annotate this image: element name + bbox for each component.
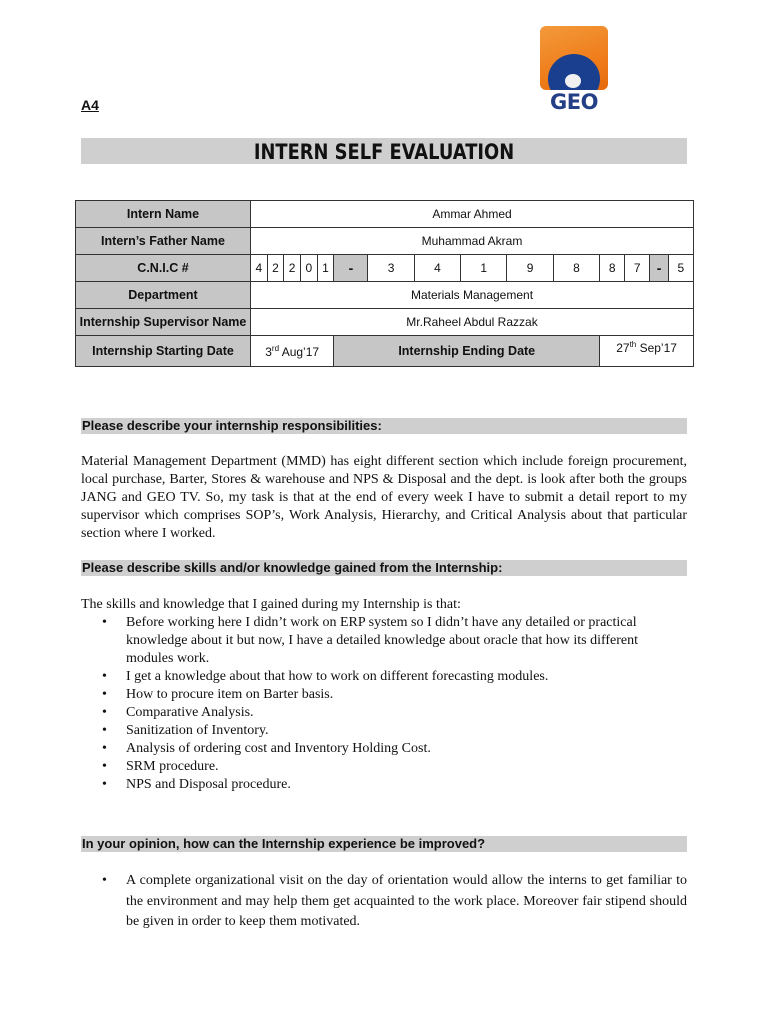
end-date-value	[600, 336, 694, 367]
cnic-digit: 1	[461, 255, 507, 282]
department-value: Materials Management	[251, 282, 694, 309]
table-row	[76, 228, 694, 255]
table-row	[76, 309, 694, 336]
list-item: • Sanitization of Inventory.	[81, 722, 687, 740]
table-row	[76, 255, 694, 282]
intern-name-value: Ammar Ahmed	[251, 201, 694, 228]
list-item: • I get a knowledge about that how to work on different forecasting modules.	[81, 668, 687, 686]
list-item: • SRM procedure.	[81, 758, 687, 776]
cnic-digit: 5	[668, 255, 693, 282]
list-item: • How to procure item on Barter basis.	[81, 686, 687, 704]
supervisor-value: Mr.Raheel Abdul Razzak	[251, 309, 694, 336]
improvement-list	[81, 871, 687, 933]
list-item: • Analysis of ordering cost and Inventory Holding Cost.	[81, 740, 687, 758]
page-title: INTERN SELF EVALUATION	[253, 140, 515, 164]
start-day: 3	[265, 344, 272, 359]
supervisor-label: Internship Supervisor Name	[76, 309, 251, 336]
start-month-year: Aug’17	[279, 344, 320, 359]
list-item: • NPS and Disposal procedure.	[81, 776, 687, 794]
skills-list	[81, 614, 687, 794]
cnic-digit: 3	[368, 255, 414, 282]
start-day-suffix: rd	[271, 343, 280, 353]
department-label: Department	[76, 282, 251, 309]
end-day: 27	[616, 341, 630, 355]
responsibilities-heading-bar	[81, 418, 687, 434]
list-item: • Before working here I didn’t work on ERP system so I didn’t have any detailed or practical knowledge about it but now, I have a detailed knowledge about oracle that how its different modules work.	[81, 614, 687, 668]
table-row	[76, 282, 694, 309]
logo-emblem	[540, 26, 608, 90]
cnic-label: C.N.I.C #	[76, 255, 251, 282]
cnic-dash: -	[650, 255, 668, 282]
page-label: A4	[81, 97, 99, 113]
responsibilities-heading: Please describe your internship responsibilities:	[82, 418, 382, 433]
title-bar	[81, 138, 687, 164]
cnic-digit: 2	[284, 255, 301, 282]
cnic-digit: 4	[414, 255, 460, 282]
skills-block	[81, 596, 687, 794]
father-name-label: Intern’s Father Name	[76, 228, 251, 255]
cnic-digit: 2	[267, 255, 284, 282]
cnic-digit: 1	[317, 255, 334, 282]
cnic-dash: -	[334, 255, 368, 282]
intern-name-label: Intern Name	[76, 201, 251, 228]
improvement-heading-bar	[81, 836, 687, 852]
improvement-block	[81, 871, 687, 933]
logo-wordmark: GEO	[550, 90, 598, 114]
end-month-year: Sep’17	[636, 341, 677, 355]
geo-logo	[540, 26, 608, 112]
start-date-value	[251, 336, 334, 367]
skills-heading-bar	[81, 560, 687, 576]
cnic-digit: 9	[507, 255, 553, 282]
end-date-label: Internship Ending Date	[334, 336, 600, 367]
cnic-digit: 0	[300, 255, 317, 282]
skills-intro: The skills and knowledge that I gained during my Internship is that:	[81, 597, 461, 612]
cnic-digit: 7	[625, 255, 650, 282]
intern-info-table	[75, 200, 694, 367]
table-row	[76, 336, 694, 367]
cnic-digit: 8	[600, 255, 625, 282]
skills-heading: Please describe skills and/or knowledge gained from the Internship:	[82, 560, 503, 575]
cnic-digit: 8	[553, 255, 599, 282]
table-row	[76, 201, 694, 228]
end-day-suffix: th	[629, 340, 637, 349]
cnic-digit: 4	[251, 255, 268, 282]
list-item: • Comparative Analysis.	[81, 704, 687, 722]
list-item: • A complete organizational visit on the day of orientation would allow the interns to get familiar to the environment and may help them get acquainted to the work place. Moreover fair stipend should be given in order to keep them motivated.	[81, 871, 687, 933]
logo-center	[565, 74, 581, 88]
responsibilities-text: Material Management Department (MMD) has eight different section which include foreign procurement, local purchase, Barter, Stores & warehouse and NPS & Disposal and the dept. is look after both the groups JANG and GEO TV. So, my task is that at the end of every week I have to submit a detail report to my supervisor which comprises SOP’s, Work Analysis, Hierarchy, and Critical Analysis about that particular section where I worked.	[81, 454, 687, 541]
improvement-heading: In your opinion, how can the Internship experience be improved?	[82, 836, 486, 851]
father-name-value: Muhammad Akram	[251, 228, 694, 255]
start-date-label: Internship Starting Date	[76, 336, 251, 367]
